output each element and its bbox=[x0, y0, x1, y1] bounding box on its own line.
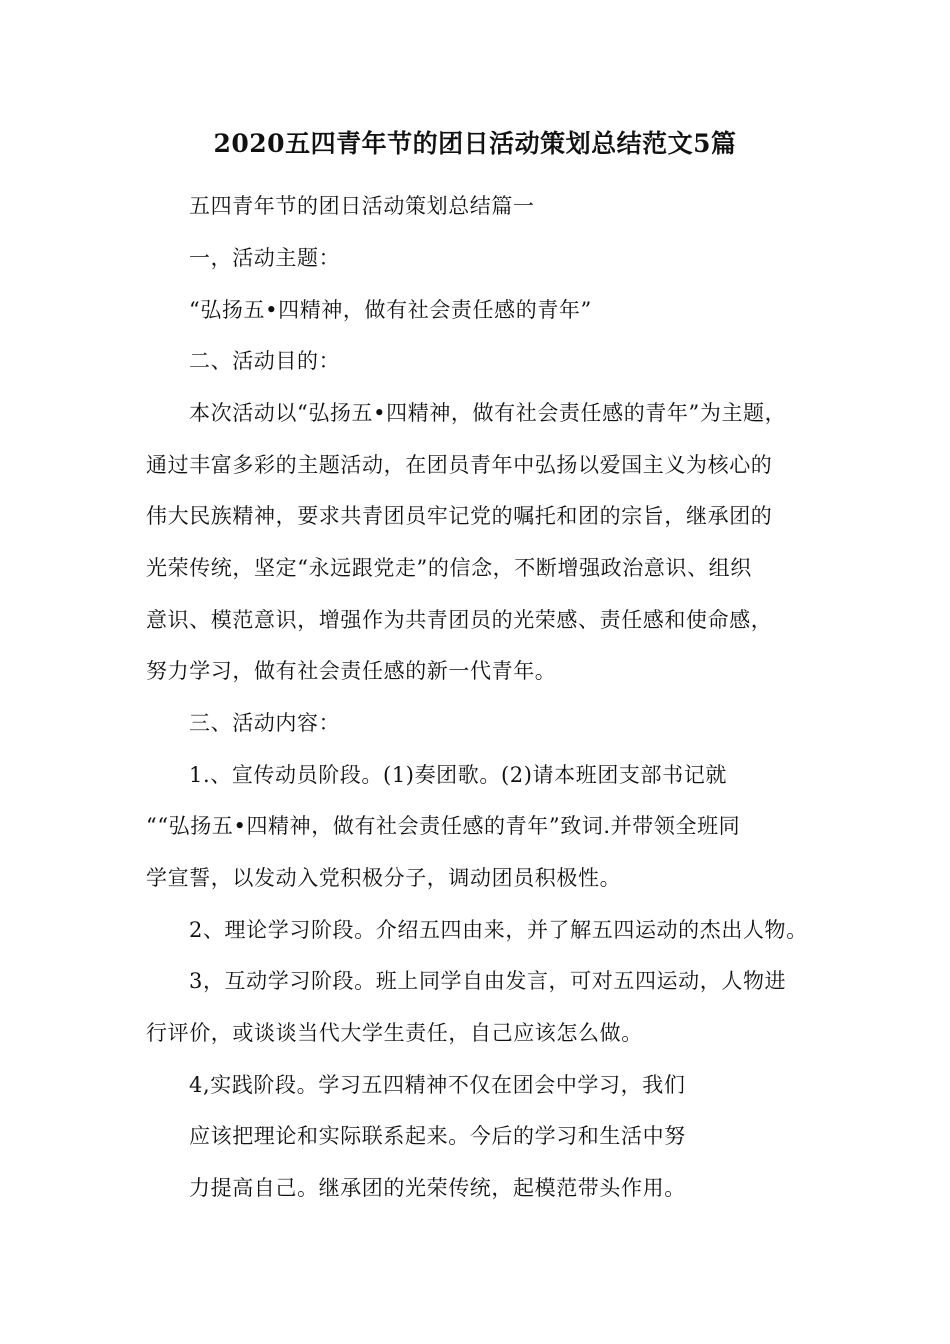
purpose-paragraph-line: 本次活动以“弘扬五•四精神，做有社会责任感的青年”为主题， bbox=[189, 401, 787, 425]
content-item-line: 应该把理论和实际联系起来。今后的学习和生活中努 bbox=[189, 1124, 686, 1148]
section-heading-one: 五四青年节的团日活动策划总结篇一 bbox=[189, 194, 535, 218]
content-item-line: 力提高自己。继承团的光荣传统，起模范带头作用。 bbox=[189, 1176, 686, 1200]
content-item-line: 1.、宣传动员阶段。(1)奏团歌。(2)请本班团支部书记就 bbox=[189, 763, 727, 787]
content-item-line: 学宣誓，以发动入党积极分子，调动团员积极性。 bbox=[146, 866, 622, 890]
purpose-paragraph-line: 努力学习，做有社会责任感的新一代青年。 bbox=[146, 659, 557, 683]
content-item-line: 2、理论学习阶段。介绍五四由来，并了解五四运动的杰出人物。 bbox=[189, 918, 808, 942]
content-item-line: 行评价，或谈谈当代大学生责任，自己应该怎么做。 bbox=[146, 1021, 643, 1045]
purpose-paragraph-line: 通过丰富多彩的主题活动，在团员青年中弘扬以爱国主义为核心的 bbox=[146, 453, 773, 477]
heading-activity-content: 三、活动内容： bbox=[189, 711, 341, 735]
purpose-paragraph-line: 意识、模范意识，增强作为共青团员的光荣感、责任感和使命感， bbox=[146, 608, 773, 632]
activity-theme-text: “弘扬五•四精神，做有社会责任感的青年” bbox=[189, 298, 592, 322]
document-title: 2020五四青年节的团日活动策划总结范文5篇 bbox=[213, 129, 737, 158]
purpose-paragraph-line: 光荣传统，坚定“永远跟党走”的信念，不断增强政治意识、组织 bbox=[146, 556, 752, 580]
heading-activity-purpose: 二、活动目的： bbox=[189, 349, 341, 373]
content-item-line: 3，互动学习阶段。班上同学自由发言，可对五四运动，人物进 bbox=[189, 969, 787, 993]
content-item-line: 4,实践阶段。学习五四精神不仅在团会中学习，我们 bbox=[189, 1073, 686, 1097]
content-item-line: ““弘扬五•四精神，做有社会责任感的青年”致词.并带领全班同 bbox=[146, 814, 741, 838]
heading-activity-theme: 一，活动主题： bbox=[189, 246, 341, 270]
purpose-paragraph-line: 伟大民族精神，要求共青团员牢记党的嘱托和团的宗旨，继承团的 bbox=[146, 504, 773, 528]
